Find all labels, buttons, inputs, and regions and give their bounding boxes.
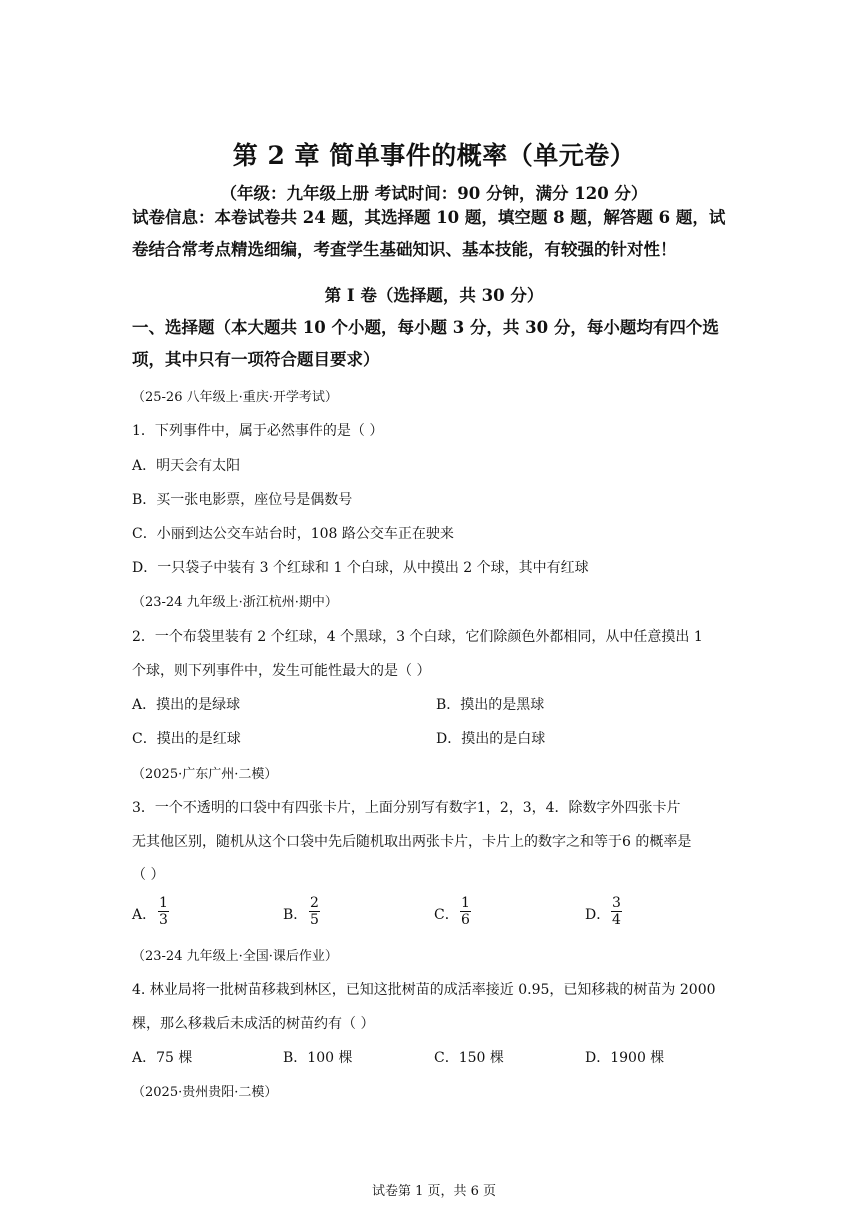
- question-option: B．摸出的是黑球: [436, 697, 545, 713]
- question-option: D．摸出的是白球: [436, 731, 546, 747]
- page-title: 第 2 章 简单事件的概率（单元卷）: [232, 141, 636, 170]
- question-option: C．摸出的是红球: [132, 731, 241, 747]
- fraction-denominator: 5: [310, 912, 319, 928]
- question-option: C．小丽到达公交车站台时，108 路公交车正在驶来: [132, 526, 454, 542]
- question-source: （25-26 八年级上·重庆·开学考试）: [132, 390, 338, 405]
- option-label: D．: [585, 907, 611, 923]
- fraction-option: [611, 895, 622, 928]
- fraction-numerator: 1: [461, 895, 470, 911]
- fraction-numerator: 3: [612, 895, 621, 911]
- question-stem: 3．一个不透明的口袋中有四张卡片，上面分别写有数字1，2，3，4．除数字外四张卡片: [132, 800, 681, 816]
- question-source: （2025·贵州贵阳·二模）: [132, 1085, 278, 1100]
- fraction-denominator: 6: [461, 912, 470, 928]
- fraction-denominator: 4: [612, 912, 621, 928]
- question-source: （23-24 九年级上·全国·课后作业）: [132, 949, 338, 964]
- fraction-denominator: 3: [159, 912, 168, 928]
- question-option: A．75 棵: [132, 1050, 193, 1066]
- question-stem: （ ）: [132, 867, 165, 883]
- option-label: C．: [434, 907, 459, 923]
- fraction-numerator: 1: [159, 895, 168, 911]
- fraction-option: [158, 895, 169, 928]
- exam-info-line: 试卷信息：本卷试卷共 24 题，其选择题 10 题，填空题 8 题，解答题 6 题，试: [132, 208, 726, 227]
- question-option: A．摸出的是绿球: [132, 697, 241, 713]
- question-stem: 棵，那么移栽后未成活的树苗约有（ ）: [132, 1016, 375, 1032]
- option-label: A．: [132, 907, 157, 923]
- fraction-option: [309, 895, 320, 928]
- question-stem: 无其他区别，随机从这个口袋中先后随机取出两张卡片，卡片上的数字之和等于6 的概率是: [132, 834, 692, 850]
- question-source: （23-24 九年级上·浙江杭州·期中）: [132, 595, 338, 610]
- question-option: D．一只袋子中装有 3 个红球和 1 个白球，从中摸出 2 个球，其中有红球: [132, 560, 589, 576]
- question-option: C．150 棵: [434, 1050, 504, 1066]
- option-label: B．: [283, 907, 308, 923]
- question-stem: 4. 林业局将一批树苗移栽到林区，已知这批树苗的成活率接近 0.95，已知移栽的树苗为 2000: [132, 982, 716, 998]
- question-option: B．买一张电影票，座位号是偶数号: [132, 492, 353, 508]
- fraction-option: [460, 895, 471, 928]
- fraction-numerator: 2: [310, 895, 319, 911]
- section-heading: 第 I 卷（选择题，共 30 分）: [324, 286, 544, 305]
- part-heading: 项，其中只有一项符合题目要求）: [132, 350, 380, 369]
- question-stem: 1．下列事件中，属于必然事件的是（ ）: [132, 423, 384, 439]
- question-stem: 个球，则下列事件中，发生可能性最大的是（ ）: [132, 663, 431, 679]
- question-stem: 2．一个布袋里装有 2 个红球，4 个黑球，3 个白球，它们除颜色外都相同，从中任意摸出 1: [132, 629, 703, 645]
- question-option: B．100 棵: [283, 1050, 353, 1066]
- part-heading: 一、选择题（本大题共 10 个小题，每小题 3 分，共 30 分，每小题均有四个选: [132, 318, 719, 337]
- exam-info-line: 卷结合常考点精选细编，考查学生基础知识、基本技能，有较强的针对性！: [132, 240, 677, 259]
- question-source: （2025·广东广州·二模）: [132, 767, 278, 782]
- question-option: D．1900 棵: [585, 1050, 665, 1066]
- exam-subtitle: （年级：九年级上册 考试时间：90 分钟，满分 120 分）: [220, 184, 648, 203]
- question-option: A．明天会有太阳: [132, 458, 241, 474]
- page-footer: 试卷第 1 页，共 6 页: [371, 1184, 497, 1199]
